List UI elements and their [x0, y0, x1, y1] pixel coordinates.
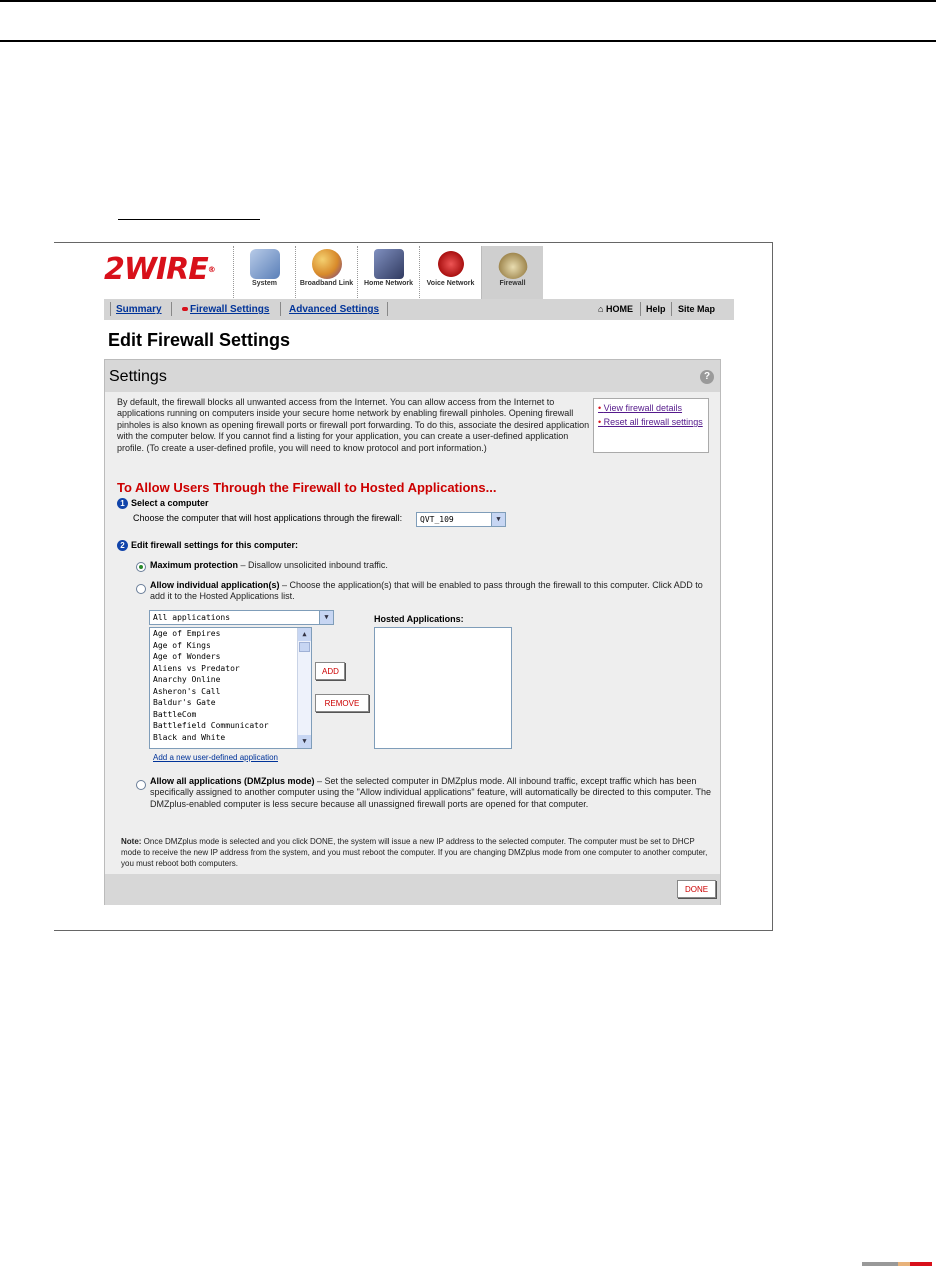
- side-links-box: [593, 398, 709, 453]
- applications-list[interactable]: [149, 627, 312, 749]
- step-number-icon: 1: [117, 498, 128, 509]
- dmzplus-note: Note: Once DMZplus mode is selected and you click DONE, the system will issue a new IP address to the selected computer. The computer must be set to DHCP mode to receive the new IP address from the system, and you must reboot the computer. If you are changing DMZplus mode from one computer to another computer, you must reboot both computers.: [121, 837, 708, 869]
- remove-button[interactable]: REMOVE: [315, 694, 369, 712]
- brand-logo: 2WIRE®: [104, 252, 215, 287]
- applications-scrollbar[interactable]: [297, 628, 311, 748]
- page-title: Edit Firewall Settings: [108, 330, 291, 350]
- tab-label: Firewall: [499, 280, 526, 287]
- step-1-title: 1 Select a computer: [117, 498, 209, 509]
- list-item[interactable]: Anarchy Online: [153, 675, 221, 684]
- panel-header: [105, 360, 720, 392]
- nav-firewall-settings[interactable]: Firewall Settings: [182, 304, 269, 315]
- scroll-up-icon[interactable]: ▲: [298, 628, 311, 641]
- section-heading: To Allow Users Through the Firewall to Hosted Applications...: [117, 480, 497, 495]
- tab-broadband-link[interactable]: [295, 246, 357, 300]
- maximum-protection-label: Maximum protection – Disallow unsolicited inbound traffic.: [150, 560, 388, 570]
- tab-label: Broadband Link: [299, 280, 354, 287]
- list-item[interactable]: Baldur's Gate: [153, 698, 216, 707]
- panel-footer: [105, 874, 720, 905]
- computers-icon: [374, 249, 404, 279]
- maximum-protection-radio[interactable]: [136, 562, 146, 572]
- sub-navigation: [104, 299, 734, 320]
- step-1-description: Choose the computer that will host applications through the firewall:: [133, 513, 403, 523]
- step-number-icon: 2: [117, 540, 128, 551]
- footer-bar: [862, 1262, 898, 1266]
- nav-separator: [171, 302, 172, 316]
- nav-summary[interactable]: Summary: [116, 304, 162, 315]
- footer-color-bars: [862, 1262, 932, 1266]
- nav-help[interactable]: Help: [646, 304, 666, 314]
- nav-separator: [280, 302, 281, 316]
- allow-all-applications-label: Allow all applications (DMZplus mode) – Set the selected computer in DMZplus mode. All inbound traffic, except traffic which has been specifically assigned to another computer using the "Allow individual applications" feature, will automatically be directed to this computer. The DMZplus-enabled computer is less secure because all unassigned firewall ports are opened for that computer.: [150, 776, 712, 809]
- panel-title: Settings: [109, 368, 167, 385]
- nav-advanced-settings[interactable]: Advanced Settings: [289, 304, 380, 315]
- hosted-applications-label: Hosted Applications:: [374, 614, 464, 624]
- home-icon: ⌂: [598, 304, 604, 314]
- scroll-thumb[interactable]: [299, 642, 310, 652]
- footer-bar: [910, 1262, 932, 1266]
- list-item[interactable]: Battlefield Communicator: [153, 721, 269, 730]
- application-category-select[interactable]: All applications ▼: [149, 610, 334, 625]
- document-top-rule: [0, 0, 936, 2]
- globe-icon: [312, 249, 342, 279]
- add-button[interactable]: ADD: [315, 662, 345, 680]
- list-item[interactable]: Black and White: [153, 732, 226, 742]
- nav-site-map[interactable]: Site Map: [678, 304, 716, 314]
- tab-system[interactable]: [233, 246, 295, 300]
- allow-individual-label: Allow individual application(s) – Choose the application(s) that will be enabled to pass through the firewall to this computer. Click ADD to add it to the Hosted Applications list.: [150, 580, 703, 602]
- step-2-title: 2 Edit firewall settings for this computer:: [117, 540, 298, 551]
- chevron-down-icon: ▼: [319, 611, 333, 624]
- intro-text: By default, the firewall blocks all unwanted access from the Internet. You can allow access from the Internet to applications running on computers inside your secure home network by enabling firewall pinholes. Opening firewall pinholes is also known as opening firewall ports or firewall port forwarding. To do this, associate the desired application with the computer below. If you cannot find a listing for your application, you can create a user-defined application profile. (To create a user-defined profile, you will need to know protocol and port information.): [117, 397, 590, 453]
- document-underline: [118, 219, 260, 220]
- system-icon: [250, 249, 280, 279]
- list-item[interactable]: Aliens vs Predator: [153, 663, 240, 673]
- settings-panel: [104, 359, 721, 905]
- tab-firewall[interactable]: [481, 246, 543, 300]
- document-header-rule: [0, 40, 936, 42]
- tab-label: Home Network: [363, 280, 413, 287]
- nav-separator: [671, 302, 672, 316]
- list-item[interactable]: Age of Kings: [153, 640, 211, 650]
- phone-icon: [436, 249, 466, 279]
- done-button[interactable]: DONE: [677, 880, 716, 898]
- tab-label: Voice Network: [426, 280, 475, 287]
- nav-separator: [110, 302, 111, 316]
- nav-separator: [640, 302, 641, 316]
- allow-all-applications-radio[interactable]: [136, 780, 146, 790]
- scroll-down-icon[interactable]: ▼: [298, 735, 311, 748]
- list-item[interactable]: BattleCom: [153, 709, 197, 719]
- tab-home-network[interactable]: [357, 246, 419, 300]
- nav-separator: [387, 302, 388, 316]
- current-page-marker-icon: [182, 307, 188, 311]
- main-tabs: [233, 246, 543, 300]
- reset-firewall-settings-link[interactable]: • Reset all firewall settings: [598, 417, 703, 427]
- help-icon[interactable]: ?: [700, 370, 714, 384]
- view-firewall-details-link[interactable]: • View firewall details: [598, 403, 683, 413]
- list-item[interactable]: Age of Wonders: [153, 652, 221, 661]
- list-item[interactable]: Age of Empires: [153, 629, 221, 638]
- nav-home[interactable]: ⌂ HOME: [598, 304, 633, 314]
- computer-select[interactable]: QVT_109 ▼: [416, 512, 506, 527]
- tab-label: System: [252, 280, 277, 287]
- footer-bar: [898, 1262, 910, 1266]
- add-user-defined-application-link[interactable]: Add a new user-defined application: [153, 753, 278, 762]
- tab-voice-network[interactable]: [419, 246, 481, 300]
- chevron-down-icon: ▼: [491, 513, 505, 526]
- padlock-icon: [498, 249, 528, 279]
- hosted-applications-list[interactable]: [374, 627, 512, 749]
- allow-individual-radio[interactable]: [136, 584, 146, 594]
- list-item[interactable]: Asheron's Call: [153, 686, 221, 696]
